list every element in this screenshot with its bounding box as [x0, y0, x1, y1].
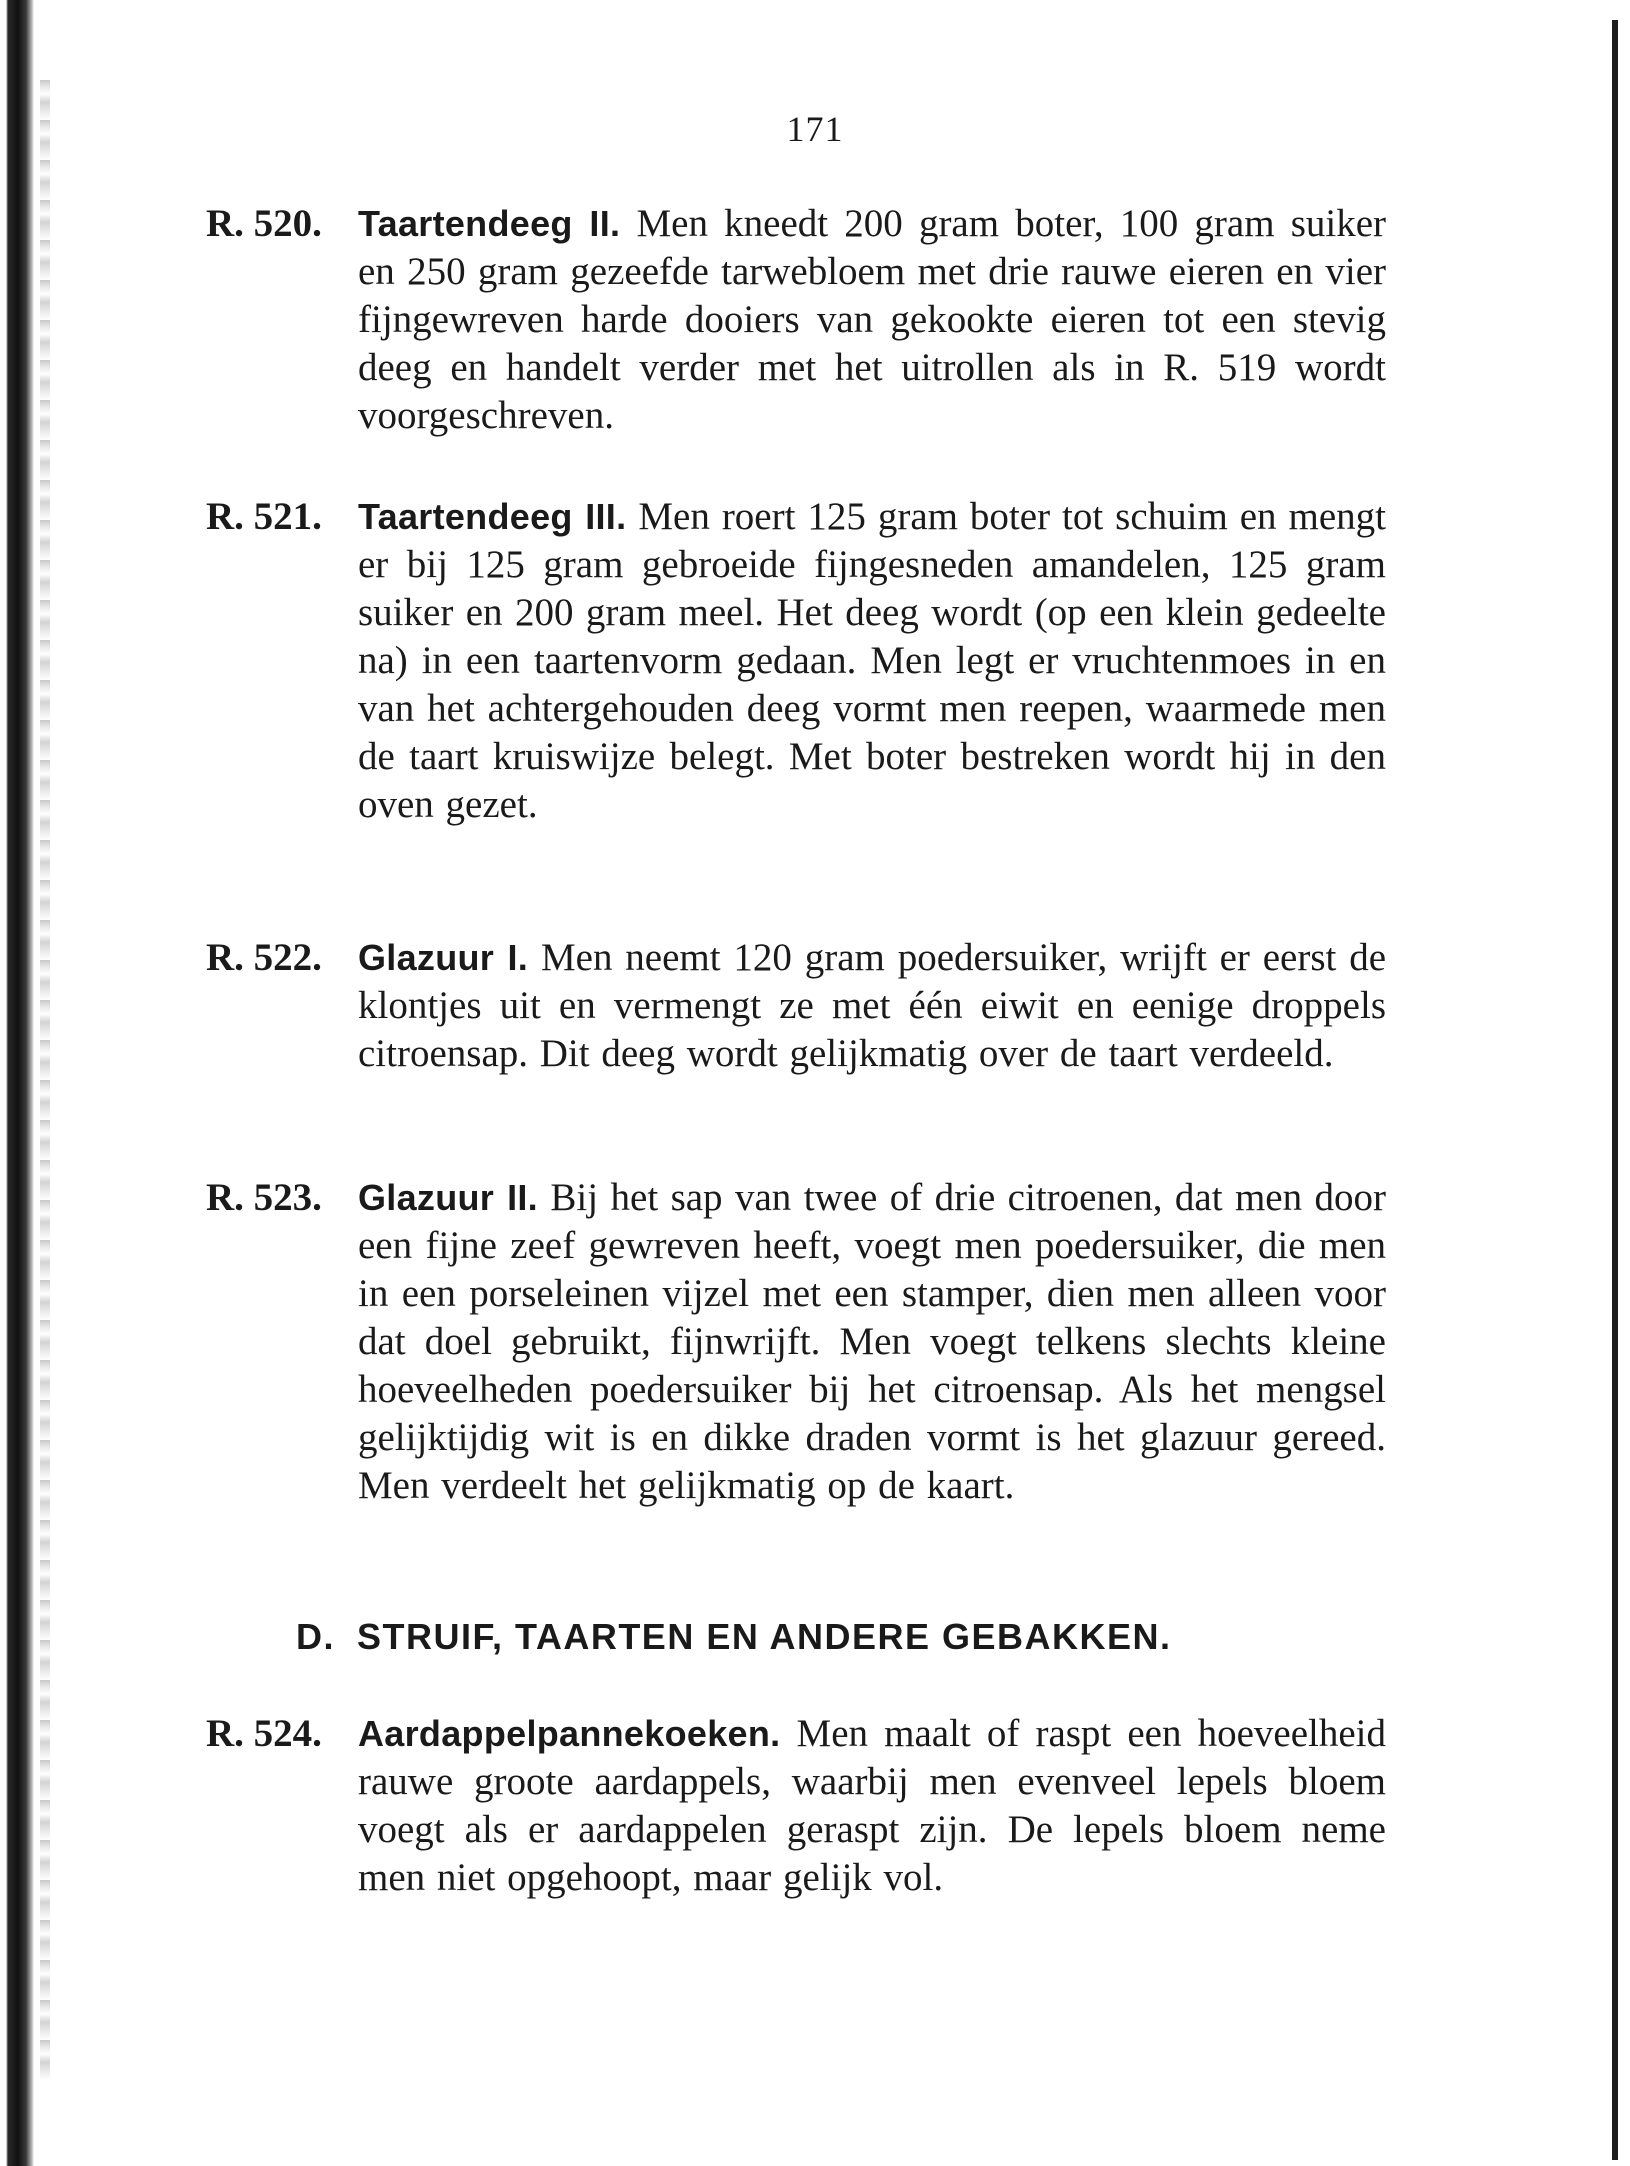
recipe-title: Taartendeeg III.	[358, 496, 627, 537]
recipe-ref: R. 521.	[206, 495, 322, 538]
recipe-text: Men kneedt 200 gram boter, 100 gram suiker en 250 gram gezeefde tarwebloem met drie rauwe eieren en vier fijngewreven harde dooiers van gekookte eieren tot een stevig deeg en handelt verder met het uitrollen als in R. 519 wordt voorgeschreven.	[358, 202, 1387, 437]
recipe-body	[358, 200, 1386, 440]
recipe-body	[358, 493, 1386, 829]
recipe-text: Men maalt of raspt een hoeveelheid rauwe groote aardappels, waarbij men evenveel lepels bloem voegt als er aardappelen geraspt zijn. De lepels bloem neme men niet opgehoopt, maar gelijk vol.	[358, 1712, 1386, 1899]
recipe-entry-520	[206, 200, 1386, 440]
recipe-entry-522	[206, 934, 1386, 1078]
section-title: STRUIF, TAARTEN EN ANDERE GEBAKKEN.	[357, 1616, 1172, 1657]
recipe-body	[358, 1174, 1386, 1510]
recipe-body	[358, 1710, 1386, 1902]
scan-edge-shadow	[40, 80, 50, 2080]
recipe-entry-521	[206, 493, 1386, 829]
recipe-title: Glazuur I.	[358, 937, 529, 978]
page-number: 171	[786, 109, 844, 149]
scan-edge-left	[0, 0, 34, 2166]
recipe-text: Men roert 125 gram boter tot schuim en mengt er bij 125 gram gebroeide fijngesneden amandelen, 125 gram suiker en 200 gram meel. Het deeg wordt (op een klein gedeelte na) in een taartenvorm gedaan. Men legt er vruchtenmoes in en van het achtergehouden deeg vormt men reepen, waarmede men de taart kruiswijze belegt. Met boter bestreken wordt hij in den oven gezet.	[358, 495, 1386, 826]
recipe-body	[358, 934, 1386, 1078]
recipe-title: Glazuur II.	[358, 1177, 538, 1218]
scan-edge-right	[1612, 20, 1618, 2160]
recipe-ref: R. 522.	[206, 936, 322, 979]
section-letter: D.	[296, 1616, 335, 1657]
recipe-entry-523	[206, 1174, 1386, 1510]
recipe-entry-524	[206, 1710, 1386, 1902]
recipe-ref: R. 523.	[206, 1176, 322, 1219]
recipe-ref: R. 524.	[206, 1712, 322, 1755]
recipe-title: Taartendeeg II.	[358, 203, 621, 244]
recipe-ref: R. 520.	[206, 202, 322, 245]
recipe-title: Aardappelpannekoeken.	[358, 1713, 781, 1754]
recipe-text: Men neemt 120 gram poedersuiker, wrijft er eerst de klontjes uit en vermengt ze met één eiwit en eenige droppels citroensap. Dit deeg wordt gelijkmatig over de taart verdeeld.	[358, 936, 1387, 1075]
section-heading	[296, 1616, 1396, 1658]
recipe-text: Bij het sap van twee of drie citroenen, dat men door een fijne zeef gewreven heeft, voegt men poedersuiker, die men in een porseleinen vijzel met een stamper, dien men alleen voor dat doel gebruikt, fijnwrijft. Men voegt telkens slechts kleine hoeveelheden poedersuiker bij het citroensap. Als het mengsel gelijktijdig wit is en dikke draden vormt is het glazuur gereed. Men verdeelt het gelijkmatig op de kaart.	[358, 1176, 1387, 1507]
